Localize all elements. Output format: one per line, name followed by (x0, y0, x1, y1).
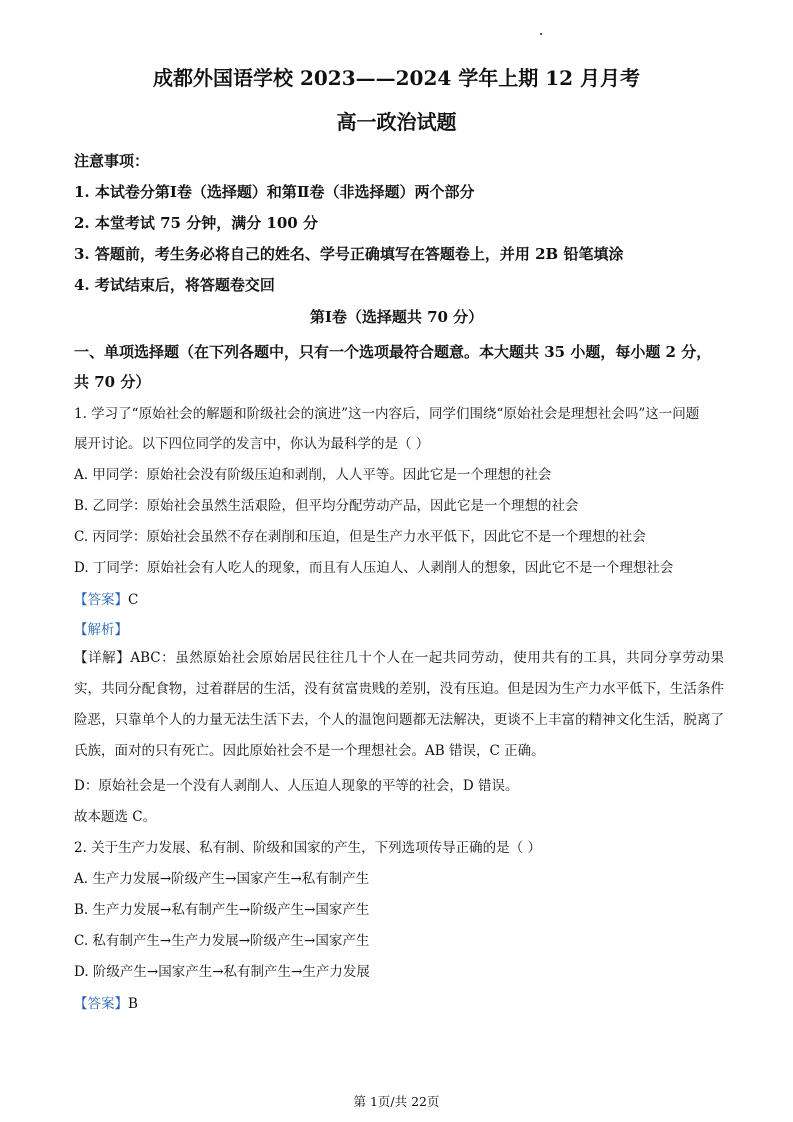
answer-tag: 【答案】 (74, 996, 128, 1012)
option-a: A. 甲同学：原始社会没有阶级压迫和剥削，人人平等。因此它是一个理想的社会 (74, 467, 552, 483)
question-stem: 展开讨论。以下四位同学的发言中，你认为最科学的是（ ） (74, 436, 430, 452)
question-stem: 1. 学习了“原始社会的解题和阶级社会的演进”这一内容后，同学们围绕“原始社会是理想社会吗”这一问题 (74, 406, 700, 422)
section-title: 第Ⅰ卷（选择题共 70 分） (309, 308, 484, 326)
detail-d: D：原始社会是一个没有人剥削人、人压迫人现象的平等的社会，D 错误。 (74, 778, 519, 794)
part-heading: 一、单项选择题（在下列各题中，只有一个选项最符合题意。本大题共 35 小题，每小题 2 分，共 70 分） (74, 343, 712, 391)
option-b: B. 生产力发展→私有制产生→阶级产生→国家产生 (74, 902, 370, 918)
option-a: A. 生产力发展→阶级产生→国家产生→私有制产生 (74, 871, 370, 887)
scan-dot (540, 33, 542, 35)
option-b: B. 乙同学：原始社会虽然生活艰险，但平均分配劳动产品，因此它是一个理想的社会 (74, 498, 579, 514)
detail-tag: 【详解】 (74, 650, 131, 666)
answer-value: B (128, 996, 138, 1012)
option-c: C. 私有制产生→生产力发展→阶级产生→国家产生 (74, 933, 370, 949)
answer-line (74, 588, 138, 608)
notice-item: 4. 考试结束后，将答题卷交回 (74, 276, 275, 294)
answer-line (74, 992, 138, 1012)
detail-text: ABC：虽然原始社会原始居民往往几十个人在一起共同劳动，使用共有的工具，共同分享劳动果实，共同分配食物，过着群居的生活，没有贫富贵贱的差别，没有压迫。但是因为生产力水平低下，生活条件险恶，只靠单个人的力量无法生活下去，个人的温饱问题都无法解决，更谈不上丰富的精神文化生活，脱离了氏族，面对的只有死亡。因此原始社会不是一个理想社会。AB 错误，C 正确。 (74, 650, 725, 759)
option-d: D. 丁同学：原始社会有人吃人的现象，而且有人压迫人、人剥削人的想象，因此它不是一个理想社会 (74, 560, 674, 576)
option-d: D. 阶级产生→国家产生→私有制产生→生产力发展 (74, 964, 370, 980)
option-c: C. 丙同学：原始社会虽然不存在剥削和压迫，但是生产力水平低下，因此它不是一个理想的社会 (74, 529, 646, 545)
exam-subtitle: 高一政治试题 (336, 110, 457, 134)
conclusion: 故本题选 C。 (74, 809, 157, 825)
notice-item: 3. 答题前，考生务必将自己的姓名、学号正确填写在答题卷上，并用 2B 铅笔填涂 (74, 245, 624, 263)
answer-value: C (128, 592, 139, 608)
answer-tag: 【答案】 (74, 592, 128, 608)
page-number: 第 1页/共 22页 (353, 1094, 440, 1109)
analysis-line (74, 618, 128, 638)
notice-item: 2. 本堂考试 75 分钟，满分 100 分 (74, 214, 318, 232)
notice-heading: 注意事项： (74, 152, 150, 170)
detail-paragraph (74, 643, 724, 767)
analysis-tag: 【解析】 (74, 622, 128, 638)
exam-title: 成都外国语学校 2023——2024 学年上期 12 月月考 (152, 66, 640, 90)
question-stem: 2. 关于生产力发展、私有制、阶级和国家的产生，下列选项传导正确的是（ ） (74, 840, 541, 856)
notice-item: 1. 本试卷分第Ⅰ卷（选择题）和第Ⅱ卷（非选择题）两个部分 (74, 183, 475, 201)
